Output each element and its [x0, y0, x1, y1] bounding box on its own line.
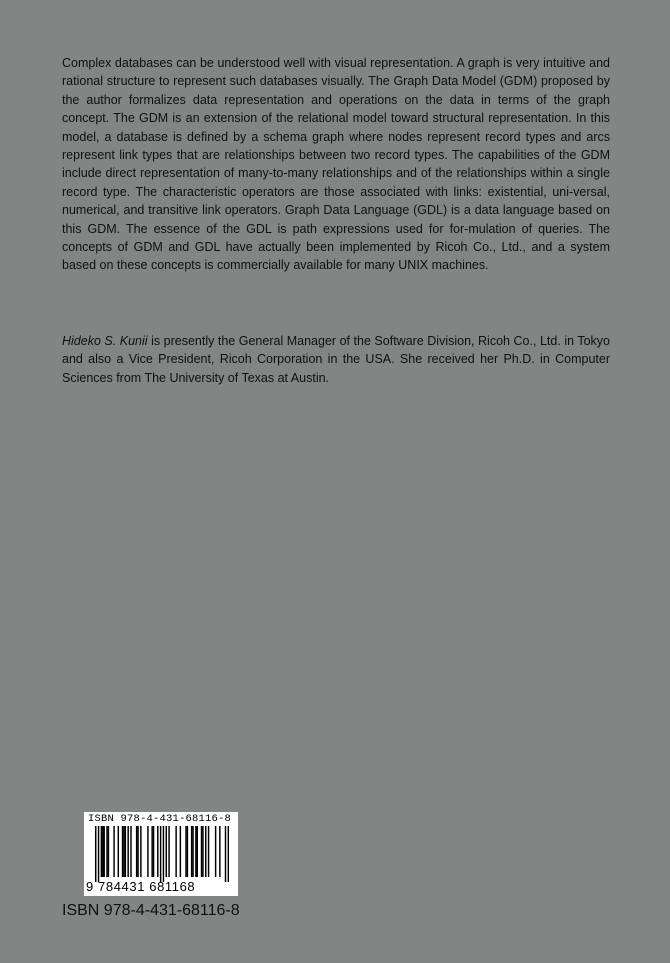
barcode-panel [84, 812, 238, 896]
barcode-bar [95, 826, 96, 882]
barcode-bar [137, 826, 138, 877]
barcode-bar [102, 826, 103, 877]
barcode-bar [163, 826, 164, 882]
barcode-bar [175, 826, 176, 877]
barcode-bar [103, 826, 104, 877]
barcode-isbn-label: ISBN 978-4-431-68116-8 [88, 813, 232, 825]
barcode-bar [197, 826, 198, 877]
barcode-bar [195, 826, 196, 877]
barcode-bar [122, 826, 123, 877]
barcode-bar [205, 826, 206, 877]
barcode-bar [125, 826, 126, 877]
barcode-bar [166, 826, 167, 877]
barcode-bar [192, 826, 193, 877]
barcode-bar [202, 826, 203, 877]
barcode-bar [201, 826, 202, 877]
barcode-bar [147, 826, 148, 877]
barcode-bar [180, 826, 181, 877]
barcode-bar [225, 826, 226, 882]
barcode-bar [185, 826, 186, 877]
barcode-digits: 9 784431 681168 [86, 879, 196, 894]
barcode-bar [151, 826, 152, 877]
barcode-bar [140, 826, 141, 877]
barcode-bar [187, 826, 188, 877]
barcode-bar [98, 826, 99, 882]
barcode-bar [136, 826, 137, 877]
author-bio-text: is presently the General Manager of the Software Division, Ricoh Co., Ltd. in Tokyo and also a Vice President, Ricoh Corporation in the USA. She received her Ph.D. in Computer Sciences from The University of Texas at Austin. [62, 334, 610, 385]
barcode-bar [113, 826, 114, 877]
barcode-bar [157, 826, 158, 877]
barcode-bar [127, 826, 128, 877]
barcode-bar [215, 826, 216, 877]
barcode-bar [118, 826, 119, 877]
barcode-bar [153, 826, 154, 877]
barcode-bar [108, 826, 109, 877]
barcode-bar [208, 826, 209, 877]
barcode-icon [95, 826, 229, 882]
barcode-bar [191, 826, 192, 877]
barcode-bar [160, 826, 161, 882]
barcode-bar [106, 826, 107, 877]
isbn-footer: ISBN 978-4-431-68116-8 [62, 902, 240, 919]
barcode-bar [219, 826, 220, 877]
book-description: Complex databases can be understood well with visual representation. A graph is very intuitive and rational structure to represent such databases visually. The Graph Data Model (GDM) proposed by the author formalizes data representation and operations on the data in terms of the graph concept. The GDM is an extension of the relational model toward structural representation. In this model, a database is defined by a schema graph where nodes represent record types and arcs represent link types that are relationships between two record types. The capabilities of the GDM include direct representation of many-to-many relationships and of the relationships within a single record type. The characteristic operators are those associated with links: existential, uni-versal, numerical, and transitive link operators. Graph Data Language (GDL) is a data language based on this GDM. The essence of the GDL is path expressions used for for-mulation of queries. The concepts of GDM and GDL have actually been implemented by Ricoh Co., Ltd., and a system based on these concepts is commercially available for many UNIX machines. [62, 56, 610, 273]
barcode-bar [101, 826, 102, 877]
author-name: Hideko S. Kunii [62, 334, 148, 348]
barcode-bar [228, 826, 229, 882]
barcode-bar [123, 826, 124, 877]
author-bio [62, 332, 610, 387]
barcode-bar [130, 826, 131, 877]
barcode-bar [168, 826, 169, 877]
